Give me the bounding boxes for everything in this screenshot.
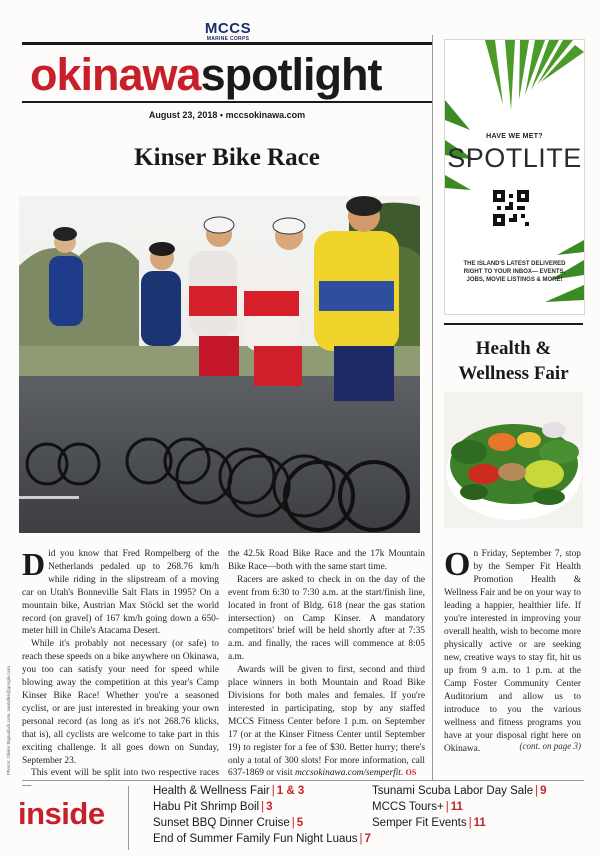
footer-divider — [128, 786, 129, 850]
contents-item[interactable]: Sunset BBQ Dinner Cruise | 5 — [153, 817, 304, 829]
drop-cap: O — [444, 546, 471, 583]
masthead-rule-top — [22, 42, 432, 45]
photo-credit: Photos: Olivier Bigauduck.com, santafire@google.com — [6, 666, 11, 775]
contents-list-left — [153, 783, 371, 847]
ad-brand: SPOTLITE — [447, 143, 582, 173]
semperfit-link[interactable]: mccsokinawa.com/semperfit. — [294, 768, 404, 779]
contents-item[interactable]: Habu Pit Shrimp Boil | 3 — [153, 801, 273, 813]
sidebar-body: n Friday, September 7, stop by the Semper Fit Health Promotion Health & Wellness Fair and be on your way to leading a happier, healthier life. If you're interested in improving your overall health, wish to become more physically active or are seeking new, creative ways to stay fit, hit us up from 9 a.m. to 1 p.m. at the Camp Foster Community Center Auditorium and allow us to introduce to you the various wellness and fitness programs you have at your disposal right here on Okinawa. — [444, 549, 581, 754]
issue-date: August 23, 2018 — [148, 110, 218, 120]
end-mark: OS — [405, 768, 417, 778]
contents-item[interactable]: End of Summer Family Fun Night Luaus | 7 — [153, 833, 371, 845]
feature-headline: Kinser Bike Race — [134, 144, 320, 171]
feature-paragraph: While it's probably not necessary (or safe) to reach these speeds on a bike anywhere on Okinawa, you too can satisfy your need for speed while blowing away the competition at this year's Camp Kinser Bike Race! Whether you're a seasoned cyclist, or are just interested in breaking your own personal record (as long as it's not 268.76 klicks, that is), all cyclists are welcome to take part in this exciting challenge. It all goes down on Sunday, September 23. — [22, 639, 219, 766]
publication-title — [30, 50, 430, 100]
feature-paragraph: the 42.5k Road Bike Race and the 17k Mountain Bike Race—both with the same start time. — [228, 549, 425, 572]
drop-cap: D — [22, 546, 46, 582]
contents-item[interactable]: Health & Wellness Fair | 1 & 3 — [153, 785, 305, 797]
mccs-logo-subtext: MARINE CORPS — [206, 36, 250, 42]
sidebar-rule — [444, 323, 583, 325]
contents-list-right — [372, 783, 547, 831]
website-link[interactable]: mccsokinawa.com — [225, 110, 306, 120]
title-okinawa: okinawa — [30, 49, 201, 100]
sidebar-headline: Health & Wellness Fair — [458, 338, 569, 384]
salad-photo — [444, 392, 583, 528]
feature-paragraph: This event will be split into two respective races— — [22, 768, 219, 792]
feature-paragraph: Did you know that Fred Rompelberg of the Netherlands pedaled up to 268.76 km/h while riding in the slipstream of a moving car on Utah's Bonneville Salt Flats in 1995? On a mountain bike, Austrian Max Stöckl set the world record (on gravel) of 167 km/h going down a 650-meter hill in Chile's Atacama Desert. — [22, 546, 219, 637]
ad-tagline: THE ISLAND'S LATEST DELIVERED RIGHT TO YOUR INBOX— EVENTS, JOBS, MOVIE LISTINGS & MORE! — [463, 261, 566, 284]
bike-race-photo — [19, 196, 420, 533]
title-spotlight: spotlight — [200, 49, 382, 100]
feature-paragraph: Racers are asked to check in on the day of the event from 6:30 to 7:30 a.m. at the start/finish line, located in front of Bldg. 618 (near the gas station intersection) on Camp Kinser. A mandatory competitors' brief will be held shortly after at 7:35 a.m. and finally, the races will commence at 8:05 a.m. — [228, 574, 425, 663]
inside-label: inside — [18, 796, 105, 831]
continued-note: (cont. on page 3) — [519, 741, 581, 751]
feature-column-2 — [228, 548, 425, 780]
mccs-logo-text: MCCS — [204, 20, 252, 37]
spotlite-ad[interactable] — [444, 39, 585, 315]
contents-item[interactable]: Tsunami Scuba Labor Day Sale | 9 — [372, 785, 547, 797]
column-divider — [432, 35, 433, 780]
dateline: August 23, 2018 • mccsokinawa.com — [148, 110, 306, 120]
sidebar-article — [444, 548, 581, 756]
qr-code-icon[interactable] — [493, 190, 529, 226]
feature-paragraph: Awards will be given to first, second and third place winners in both Mountain and Road Bike Divisions for both males and females. If you're interested in participating, stop by any staffed MCCS Fitness Center before 1 p.m. on September 17 (or at the Kinser Fitness Center until September 19) to register for a fee of $30. Better hurry; there's only a total of 300 slots! For more information, call 637-1869 or visit mccsokinawa.com/semperfit. OS — [228, 665, 425, 779]
masthead-rule-bottom — [22, 101, 432, 103]
ad-kicker: HAVE WE MET? — [486, 133, 543, 140]
footer-rule — [22, 780, 584, 781]
contents-item[interactable]: MCCS Tours+ | 11 — [372, 801, 463, 813]
feature-column-1 — [22, 548, 219, 793]
contents-item[interactable]: Semper Fit Events | 11 — [372, 817, 486, 829]
